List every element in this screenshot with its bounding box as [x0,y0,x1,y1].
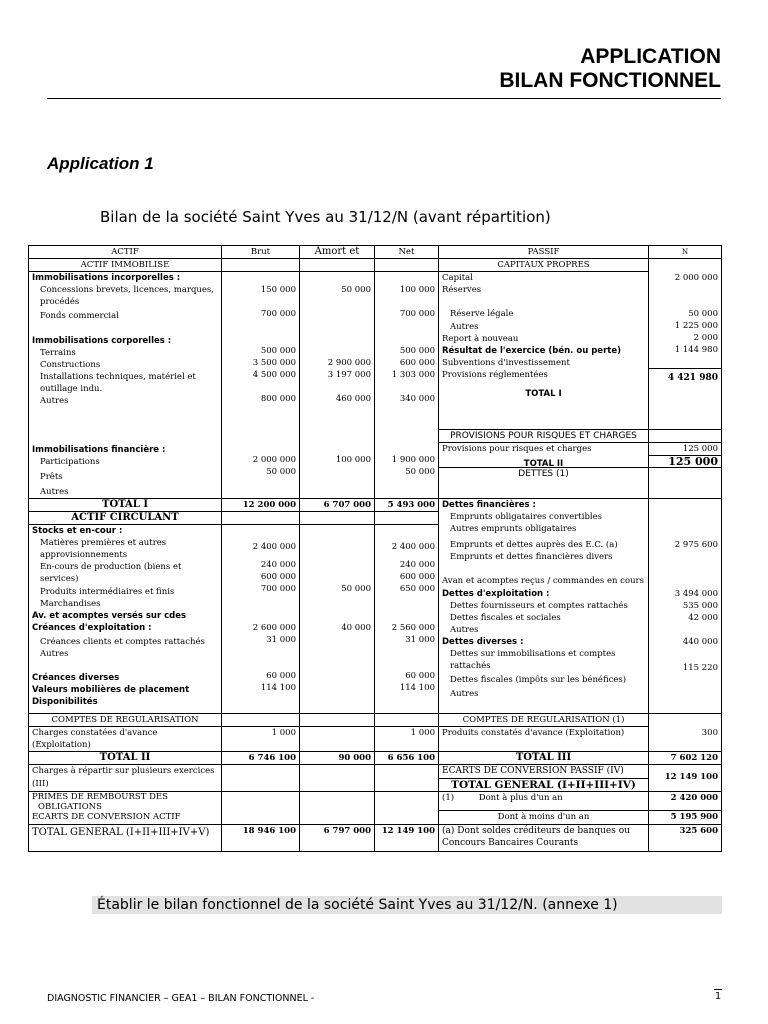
actif-total-general-net: 12 149 100 [375,824,439,851]
table-caption: Bilan de la société Saint Yves au 31/12/N (avant répartition) [100,208,551,226]
passif-total-2-value: 125 000 [649,455,721,468]
application-title: Application 1 [47,154,154,173]
passif-total-general-value: 12 149 100 [649,765,722,792]
header-actif: ACTIF [29,246,222,259]
actif-regul-title: COMPTES DE REGULARISATION [29,714,222,727]
passif-regul-title: COMPTES DE REGULARISATION (1) [439,714,649,727]
soldes-label: (a) Dont soldes créditeurs de banques ou Concours Bancaires Courants [439,824,649,851]
ecarts-passif-label: ECARTS DE CONVERSION PASSIF (IV) [439,765,649,779]
actif-total-2-net: 6 656 100 [375,752,439,765]
table-row [29,272,722,499]
table-row [29,259,722,272]
table-row [29,792,722,811]
actif-total-1-net: 5 493 000 [375,498,439,511]
cca-amort [300,727,375,752]
actif-total-2-amort: 90 000 [300,752,375,765]
footer: DIAGNOSTIC FINANCIER – GEA1 – BILAN FONCTIONNEL - [47,993,315,1004]
actif-total-general-label: TOTAL GENERAL (I+II+III+IV+V) [29,824,222,851]
actif-total-1-brut: 12 200 000 [222,498,300,511]
actif-circulant-net: 2 400 000 240 000 600 000 650 000 2 560 000 31 000 60 000 114 100 [375,525,439,714]
passif-total-1-label: TOTAL I [525,389,562,400]
header-rule [47,98,721,99]
passif-total-3-label: TOTAL III [515,752,572,764]
table-row [29,727,722,752]
passif-total-1-value: 4 421 980 [649,368,721,384]
actif-immobilise-amort: 50 000 2 900 000 3 197 000 460 000 100 000 [300,272,375,499]
passif-total-3-value: 7 602 120 [649,752,722,765]
dettes-title: DETTES (1) [439,467,648,480]
actif-circulant-title: ACTIF CIRCULANT [29,511,222,524]
header-line-1: APPLICATION [580,45,721,68]
header-brut: Brut [222,246,300,259]
pca-label: Produits constatés d'avance (Exploitation) [439,727,649,752]
actif-total-2-label: TOTAL II [29,752,222,765]
table-row [29,752,722,765]
actif-total-1-label: TOTAL I [29,498,222,511]
table-row [29,498,722,511]
table-row [29,714,722,727]
actif-circulant-brut: 2 400 000 240 000 600 000 700 000 2 600 000 31 000 60 000 114 100 [222,525,300,714]
provisions-title: PROVISIONS POUR RISQUES ET CHARGES [439,429,648,442]
moins-un-an-label: Dont à moins d'un an [439,811,649,824]
header-line-2: BILAN FONCTIONNEL [499,69,721,92]
capitaux-propres-title: CAPITAUX PROPRES [439,259,649,272]
header-net: Net [375,246,439,259]
header-title [499,45,721,93]
actif-circulant-amort: 50 000 40 000 [300,525,375,714]
header-n: N [649,246,722,259]
actif-circulant-labels: Stocks et en-cour : Matières premières et autres approvisionnements En-cours de production (biens et services) Produits intermédiaires et finis Marchandises Av. et acomptes versés sur cdes Créances d'exploitation : Créances clients et comptes rattachés Autres Créances diverses Valeurs mobilières de placement Disponibilités [29,525,222,714]
actif-total-general-amort: 6 797 000 [300,824,375,851]
passif-total-general-label: TOTAL GENERAL (I+II+III+IV) [439,778,649,792]
plus-un-an-label: (1) Dont à plus d'un an [439,792,649,811]
table-header-row [29,246,722,259]
header-passif: PASSIF [439,246,649,259]
moins-un-an-value: 5 195 900 [649,811,722,824]
cca-net: 1 000 [375,727,439,752]
primes-ecarts-labels: PRIMES DE REMBOURST DES OBLIGATIONS ECARTS DE CONVERSION ACTIF [29,792,222,824]
charges-repartir-label: Charges à répartir sur plusieurs exercices (III) [29,765,222,792]
passif-dettes-values: 2 975 600 3 494 000 535 000 42 000 440 000 115 220 [649,498,722,713]
actif-immobilise-title: ACTIF IMMOBILISE [29,259,222,272]
plus-un-an-value: 2 420 000 [649,792,722,811]
header-amort: Amort et [300,246,375,259]
passif-capitaux-values: 2 000 000 50 000 1 225 000 2 000 1 144 980 4 421 980 125 000 125 000 [649,272,722,499]
actif-immobilise-brut: 150 000 700 000 500 000 3 500 000 4 500 000 800 000 2 000 000 50 000 [222,272,300,499]
cca-brut: 1 000 [222,727,300,752]
table-row [29,765,722,779]
actif-total-1-amort: 6 707 000 [300,498,375,511]
cca-label: Charges constatées d'avance (Exploitation) [29,727,222,752]
table-row [29,824,722,851]
passif-capitaux-block: Capital Réserves Réserve légale Autres Report à nouveau Résultat de l'exercice (bén. ou perte) Subventions d'investissement Provisions réglementées TOTAL I PROVISIONS POUR RISQUES ET CHARGES Provisions pour risques et charges TOTAL II DETTES (1) [439,272,649,499]
bilan-table [28,245,722,852]
actif-immobilise-net: 100 000 700 000 500 000 600 000 1 303 000 340 000 1 900 000 50 000 [375,272,439,499]
actif-total-general-brut: 18 946 100 [222,824,300,851]
page-number: 1 [714,991,722,1002]
passif-total-2-label: TOTAL II [523,459,564,470]
actif-total-2-brut: 6 746 100 [222,752,300,765]
actif-immobilise-labels: Immobilisations incorporelles : Concessions brevets, licences, marques, procédés Fonds commercial Immobilisations corporelles : Terrains Constructions Installations techniques, matériel et outillage indu. Autres Immobilisations financière : Participations Prêts Autres [29,272,222,499]
passif-dettes-block: Dettes financières : Emprunts obligataires convertibles Autres emprunts obligataires Emprunts et dettes auprès des E.C. (a) Emprunts et dettes financières divers Avan et acomptes reçus / commandes en cours Dettes d'exploitation : Dettes fournisseurs et comptes rattachés Dettes fiscales et sociales Autres Dettes diverses : Dettes sur immobilisations et comptes rattachés Dettes fiscales (impôts sur les bénéfices) Autres [439,498,649,713]
instruction: Établir le bilan fonctionnel de la société Saint Yves au 31/12/N. (annexe 1) [92,896,722,914]
soldes-value: 325 600 [649,824,722,851]
pca-value: 300 [649,727,722,752]
